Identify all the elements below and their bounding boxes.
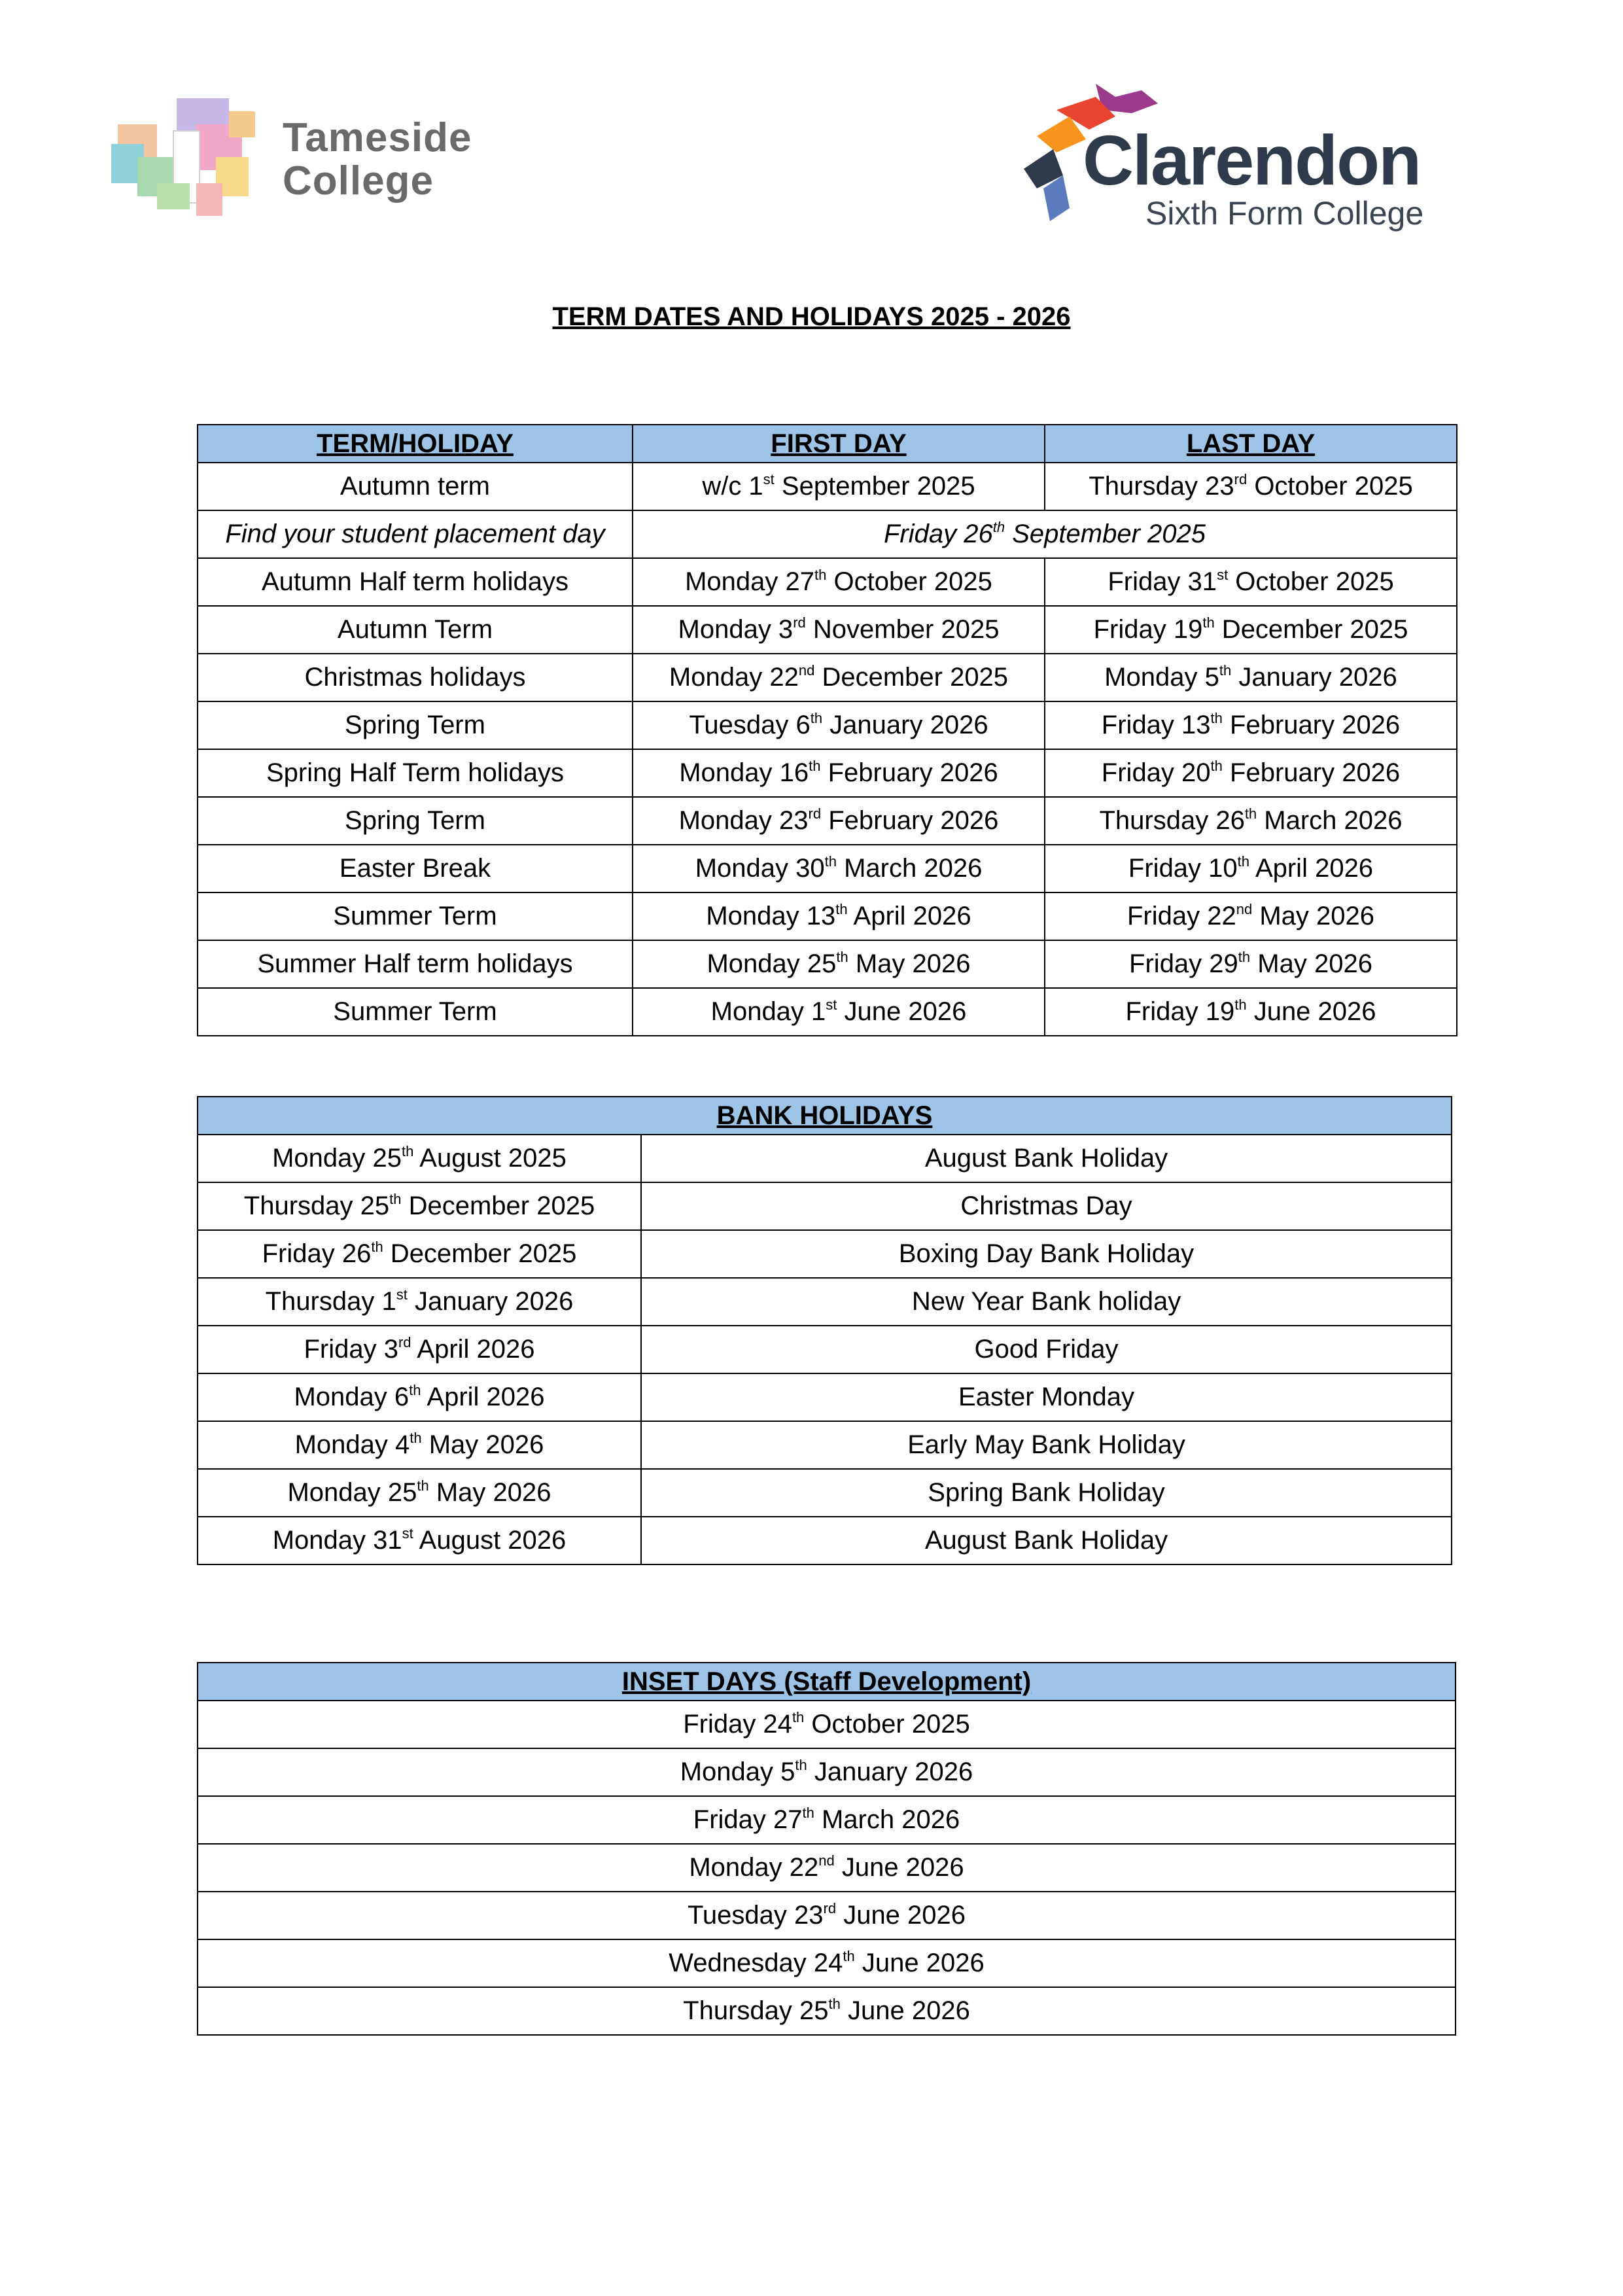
date-rest-text: March 2026 (836, 854, 983, 883)
bank-holiday-date-cell (198, 1421, 641, 1469)
bank-holiday-row (198, 1182, 1452, 1230)
date-rest-text: December 2025 (401, 1192, 595, 1220)
date-main-text: Friday 27 (693, 1805, 803, 1834)
date-rest-text: February 2026 (821, 806, 999, 835)
date-rest-text: January 2026 (822, 711, 988, 739)
date-rest-text: May 2026 (428, 1478, 551, 1507)
date-main-text: Friday 20 (1101, 758, 1211, 787)
bank-holiday-date-cell (198, 1230, 641, 1278)
date-main-text: Friday 10 (1128, 854, 1238, 883)
inset-day-cell (198, 1987, 1456, 2035)
bank-holiday-row (198, 1278, 1452, 1326)
term-first-day-cell (633, 940, 1045, 988)
date-main-text: Thursday 1 (265, 1287, 396, 1316)
date-rest-text: April 2026 (411, 1335, 535, 1364)
date-main-text: Monday 3 (678, 615, 794, 644)
bank-holiday-name-cell: Boxing Day Bank Holiday (641, 1230, 1452, 1278)
date-rest-text: April 2026 (847, 902, 971, 930)
term-row (198, 749, 1457, 797)
term-last-day-cell (1045, 558, 1457, 606)
date-ordinal-suffix: nd (798, 662, 815, 679)
inset-day-row (198, 1701, 1456, 1748)
bank-holiday-row (198, 1326, 1452, 1373)
term-first-day-cell (633, 892, 1045, 940)
bank-holiday-date-cell (198, 1469, 641, 1517)
inset-day-row (198, 1892, 1456, 1939)
date-rest-text: December 2025 (383, 1239, 577, 1268)
date-rest-text: October 2025 (804, 1710, 970, 1739)
date-ordinal-suffix: th (417, 1477, 429, 1494)
date-main-text: Monday 16 (679, 758, 809, 787)
bank-holiday-row (198, 1230, 1452, 1278)
term-label-cell: Autumn term (198, 463, 633, 510)
date-main-text: Monday 5 (680, 1757, 795, 1786)
term-row (198, 606, 1457, 654)
date-main-text: Monday 4 (294, 1430, 410, 1459)
placement-label-cell: Find your student placement day (198, 510, 633, 558)
inset-table-header-row (198, 1663, 1456, 1701)
date-rest-text: November 2025 (805, 615, 1000, 644)
tameside-logo-line1: Tameside (283, 115, 472, 160)
bank-holidays-table (197, 1096, 1452, 1565)
term-last-day-cell (1045, 988, 1457, 1036)
bank-holiday-date-cell (198, 1278, 641, 1326)
date-rest-text: October 2025 (1247, 472, 1413, 501)
date-ordinal-suffix: th (836, 949, 848, 965)
date-main-text: Monday 27 (685, 567, 815, 596)
date-main-text: Thursday 25 (243, 1192, 390, 1220)
date-rest-text: January 2026 (1231, 663, 1397, 692)
date-rest-text: March 2026 (814, 1805, 960, 1834)
bank-holiday-name-cell: New Year Bank holiday (641, 1278, 1452, 1326)
date-ordinal-suffix: st (402, 1525, 413, 1542)
term-last-day-cell (1045, 749, 1457, 797)
date-rest-text: June 2026 (1246, 997, 1376, 1026)
term-last-day-cell (1045, 606, 1457, 654)
inset-day-row (198, 1939, 1456, 1987)
date-rest-text: April 2026 (421, 1383, 545, 1411)
date-ordinal-suffix: th (1237, 853, 1250, 870)
tameside-college-logo (98, 85, 504, 236)
date-rest-text: June 2026 (837, 997, 967, 1026)
term-label-cell: Spring Half Term holidays (198, 749, 633, 797)
date-rest-text: January 2026 (407, 1287, 574, 1316)
bank-holiday-name-cell: Easter Monday (641, 1373, 1452, 1421)
date-rest-text: May 2026 (421, 1430, 544, 1459)
date-main-text: Friday 26 (884, 520, 993, 548)
bank-holiday-date-cell (198, 1135, 641, 1182)
term-last-day-cell (1045, 892, 1457, 940)
term-label-cell: Summer Term (198, 892, 633, 940)
date-ordinal-suffix: st (1217, 567, 1229, 583)
inset-day-cell (198, 1796, 1456, 1844)
bank-holiday-name-cell: August Bank Holiday (641, 1135, 1452, 1182)
term-row (198, 558, 1457, 606)
bank-holiday-date-cell (198, 1182, 641, 1230)
date-ordinal-suffix: nd (1236, 901, 1253, 917)
date-rest-text: August 2025 (413, 1144, 567, 1173)
header-inset-days: INSET DAYS (Staff Development) (198, 1663, 1456, 1701)
date-main-text: Tuesday 6 (689, 711, 811, 739)
date-rest-text: May 2026 (1250, 949, 1372, 978)
date-main-text: Monday 22 (689, 1853, 819, 1882)
header-first-day: FIRST DAY (633, 425, 1045, 463)
date-rest-text: January 2026 (807, 1757, 973, 1786)
date-rest-text: August 2026 (413, 1526, 567, 1555)
date-ordinal-suffix: th (828, 1996, 841, 2012)
date-main-text: Friday 3 (304, 1335, 398, 1364)
date-rest-text: June 2026 (834, 1853, 964, 1882)
term-row (198, 988, 1457, 1036)
term-row (198, 892, 1457, 940)
date-main-text: Friday 31 (1108, 567, 1217, 596)
date-rest-text: March 2026 (1257, 806, 1403, 835)
date-ordinal-suffix: th (810, 710, 823, 726)
term-row (198, 701, 1457, 749)
date-rest-text: June 2026 (836, 1901, 966, 1930)
date-main-text: Friday 22 (1126, 902, 1236, 930)
date-rest-text: October 2025 (826, 567, 992, 596)
term-row (198, 463, 1457, 510)
term-label-cell: Autumn Term (198, 606, 633, 654)
date-ordinal-suffix: rd (823, 1900, 837, 1916)
date-ordinal-suffix: th (802, 1805, 814, 1821)
term-first-day-cell (633, 749, 1045, 797)
date-main-text: Monday 30 (695, 854, 825, 883)
term-first-day-cell (633, 845, 1045, 892)
inset-day-cell (198, 1892, 1456, 1939)
date-ordinal-suffix: th (1244, 805, 1257, 822)
term-label-cell: Easter Break (198, 845, 633, 892)
date-ordinal-suffix: th (809, 758, 821, 774)
date-ordinal-suffix: th (992, 519, 1005, 535)
date-main-text: Monday 25 (287, 1478, 417, 1507)
header-bank-holidays: BANK HOLIDAYS (198, 1097, 1452, 1135)
date-ordinal-suffix: th (389, 1191, 402, 1207)
date-ordinal-suffix: rd (808, 805, 822, 822)
date-ordinal-suffix: th (1219, 662, 1232, 679)
term-row (198, 845, 1457, 892)
term-row (198, 654, 1457, 701)
term-first-day-cell (633, 463, 1045, 510)
date-ordinal-suffix: th (402, 1143, 414, 1159)
bank-holiday-row (198, 1373, 1452, 1421)
date-main-text: Friday 19 (1125, 997, 1235, 1026)
inset-days-table (197, 1662, 1456, 2036)
term-first-day-cell (633, 701, 1045, 749)
date-ordinal-suffix: th (835, 901, 848, 917)
term-last-day-cell (1045, 654, 1457, 701)
inset-day-row (198, 1796, 1456, 1844)
clarendon-college-logo (1017, 77, 1514, 241)
date-main-text: Monday 25 (707, 949, 837, 978)
date-main-text: Monday 22 (669, 663, 799, 692)
placement-day-row (198, 510, 1457, 558)
bank-holiday-name-cell: August Bank Holiday (641, 1517, 1452, 1564)
inset-day-row (198, 1844, 1456, 1892)
date-ordinal-suffix: th (1234, 997, 1247, 1013)
term-label-cell: Spring Term (198, 701, 633, 749)
tameside-logo-mark-icon (98, 85, 275, 236)
date-rest-text: December 2025 (814, 663, 1009, 692)
date-rest-text: September 2025 (774, 472, 975, 501)
date-rest-text: February 2026 (820, 758, 998, 787)
date-ordinal-suffix: th (1202, 614, 1215, 631)
date-ordinal-suffix: st (826, 997, 837, 1013)
term-label-cell: Summer Half term holidays (198, 940, 633, 988)
term-row (198, 797, 1457, 845)
date-ordinal-suffix: th (371, 1239, 383, 1255)
tameside-logo-line2: College (283, 158, 434, 203)
term-label-cell: Autumn Half term holidays (198, 558, 633, 606)
date-main-text: Monday 13 (706, 902, 836, 930)
date-main-text: Friday 13 (1101, 711, 1211, 739)
inset-day-cell (198, 1748, 1456, 1796)
date-main-text: Monday 31 (272, 1526, 402, 1555)
date-rest-text: October 2025 (1228, 567, 1394, 596)
clarendon-logo-name: Clarendon (1083, 120, 1421, 200)
date-main-text: Tuesday 23 (687, 1901, 824, 1930)
date-ordinal-suffix: th (1238, 949, 1251, 965)
inset-day-cell (198, 1844, 1456, 1892)
term-first-day-cell (633, 606, 1045, 654)
date-ordinal-suffix: th (792, 1709, 805, 1725)
date-rest-text: September 2025 (1005, 520, 1206, 548)
date-rest-text: April 2026 (1249, 854, 1374, 883)
page-title: TERM DATES AND HOLIDAYS 2025 - 2026 (552, 302, 1071, 331)
date-ordinal-suffix: nd (818, 1852, 835, 1869)
date-ordinal-suffix: th (824, 853, 837, 870)
term-last-day-cell (1045, 463, 1457, 510)
date-ordinal-suffix: th (1210, 710, 1223, 726)
term-last-day-cell (1045, 940, 1457, 988)
date-ordinal-suffix: st (396, 1286, 408, 1303)
date-main-text: Thursday 25 (683, 1996, 829, 2025)
term-row (198, 940, 1457, 988)
term-last-day-cell (1045, 845, 1457, 892)
term-dates-table (197, 424, 1457, 1036)
date-main-text: Friday 24 (683, 1710, 792, 1739)
bank-table-header-row (198, 1097, 1452, 1135)
date-rest-text: June 2026 (840, 1996, 970, 2025)
date-main-text: Friday 19 (1093, 615, 1203, 644)
bank-holiday-row (198, 1517, 1452, 1564)
bank-holiday-row (198, 1421, 1452, 1469)
term-label-cell: Spring Term (198, 797, 633, 845)
date-rest-text: December 2025 (1214, 615, 1408, 644)
bank-holiday-name-cell: Christmas Day (641, 1182, 1452, 1230)
date-main-text: Monday 25 (272, 1144, 402, 1173)
bank-holiday-name-cell: Early May Bank Holiday (641, 1421, 1452, 1469)
bank-holiday-date-cell (198, 1373, 641, 1421)
term-label-cell: Summer Term (198, 988, 633, 1036)
bank-holiday-name-cell: Good Friday (641, 1326, 1452, 1373)
date-ordinal-suffix: rd (793, 614, 806, 631)
date-main-text: Monday 5 (1104, 663, 1219, 692)
date-main-text: w/c 1 (702, 472, 763, 501)
date-ordinal-suffix: th (843, 1948, 855, 1964)
inset-day-cell (198, 1939, 1456, 1987)
date-rest-text: June 2026 (854, 1949, 985, 1977)
date-rest-text: February 2026 (1222, 711, 1401, 739)
date-main-text: Friday 29 (1129, 949, 1238, 978)
date-rest-text: February 2026 (1222, 758, 1401, 787)
bank-holiday-row (198, 1469, 1452, 1517)
date-ordinal-suffix: th (409, 1382, 421, 1398)
inset-day-cell (198, 1701, 1456, 1748)
date-main-text: Monday 23 (678, 806, 809, 835)
date-ordinal-suffix: th (814, 567, 827, 583)
bank-holiday-date-cell (198, 1517, 641, 1564)
inset-day-row (198, 1748, 1456, 1796)
date-rest-text: May 2026 (848, 949, 971, 978)
date-main-text: Thursday 23 (1089, 472, 1234, 501)
term-last-day-cell (1045, 797, 1457, 845)
date-main-text: Monday 1 (710, 997, 826, 1026)
date-main-text: Monday 6 (294, 1383, 410, 1411)
date-rest-text: May 2026 (1252, 902, 1374, 930)
bank-holiday-row (198, 1135, 1452, 1182)
date-main-text: Wednesday 24 (669, 1949, 843, 1977)
bank-holiday-date-cell (198, 1326, 641, 1373)
date-ordinal-suffix: th (410, 1430, 422, 1446)
date-ordinal-suffix: th (1210, 758, 1223, 774)
term-first-day-cell (633, 654, 1045, 701)
inset-day-row (198, 1987, 1456, 2035)
date-main-text: Friday 26 (262, 1239, 372, 1268)
term-first-day-cell (633, 988, 1045, 1036)
term-last-day-cell (1045, 701, 1457, 749)
clarendon-logo-sub: Sixth Form College (1145, 195, 1424, 232)
term-table-header-row (198, 425, 1457, 463)
bank-holiday-name-cell: Spring Bank Holiday (641, 1469, 1452, 1517)
term-first-day-cell (633, 558, 1045, 606)
placement-date-cell (633, 510, 1457, 558)
date-main-text: Thursday 26 (1099, 806, 1245, 835)
term-label-cell: Christmas holidays (198, 654, 633, 701)
date-ordinal-suffix: rd (398, 1334, 411, 1351)
header-term-holiday: TERM/HOLIDAY (198, 425, 633, 463)
date-ordinal-suffix: st (763, 471, 775, 487)
term-first-day-cell (633, 797, 1045, 845)
header-last-day: LAST DAY (1045, 425, 1457, 463)
date-ordinal-suffix: rd (1234, 471, 1248, 487)
date-ordinal-suffix: th (795, 1757, 807, 1773)
